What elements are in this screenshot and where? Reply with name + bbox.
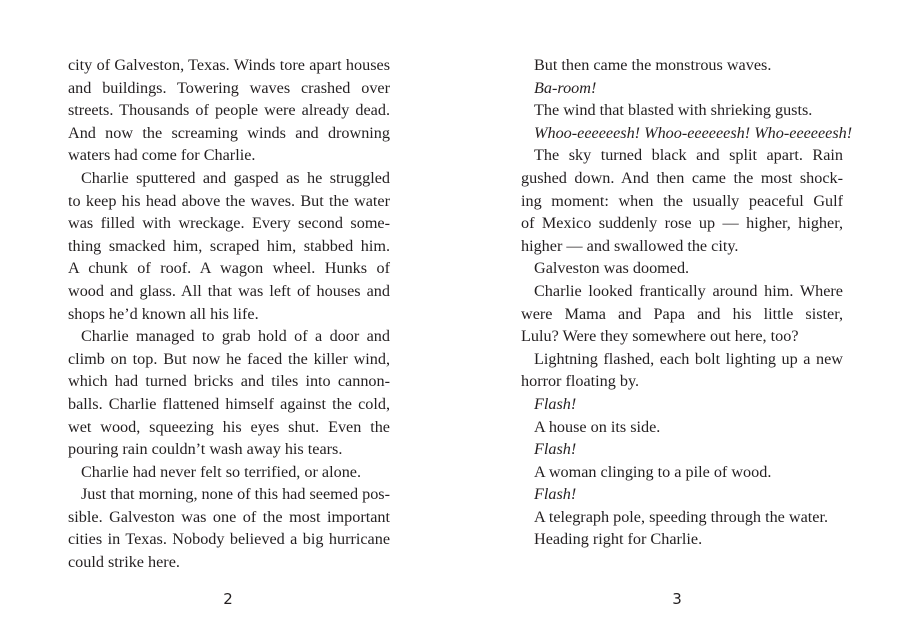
text-line: Lulu? Were they somewhere out here, too?	[521, 327, 799, 346]
text-line: was filled with wreckage. Every second some-	[68, 214, 390, 233]
text-line: wood and glass. All that was left of houses and	[68, 281, 390, 300]
text-line: higher — and swallowed the city.	[521, 236, 739, 255]
text-line: which had turned bricks and tiles into cannon-	[68, 372, 390, 391]
text-line: The sky turned black and split apart. Rain	[534, 146, 843, 165]
text-line: Flash!	[534, 440, 577, 459]
text-line: Charlie sputtered and gasped as he struggled	[81, 168, 390, 187]
text-line: Charlie managed to grab hold of a door and	[81, 327, 390, 346]
text-line: of Mexico suddenly rose up — higher, higher,	[521, 214, 843, 233]
text-line: thing smacked him, scraped him, stabbed him.	[68, 236, 390, 255]
text-line: A chunk of roof. A wagon wheel. Hunks of	[68, 259, 390, 278]
text-line: The wind that blasted with shrieking gusts.	[534, 101, 813, 120]
left-page-text	[68, 54, 390, 574]
text-line: Flash!	[534, 485, 577, 504]
text-line: Flash!	[534, 394, 577, 413]
text-line: ing moment: when the usually peaceful Gulf	[521, 191, 843, 210]
text-line: And now the screaming winds and drowning	[68, 123, 390, 142]
text-line: shops he’d known all his life.	[68, 304, 259, 323]
text-line: But then came the monstrous waves.	[534, 56, 772, 74]
text-line: Galveston was doomed.	[534, 259, 690, 278]
page-number-left: 2	[223, 590, 233, 608]
text-line: gushed down. And then came the most shock-	[521, 168, 843, 187]
page-number-right: 3	[672, 590, 682, 608]
text-line: waters had come for Charlie.	[68, 146, 256, 165]
text-line: Just that morning, none of this had seemed pos-	[81, 485, 390, 504]
text-line: Ba-room!	[534, 78, 597, 97]
text-line: A woman clinging to a pile of wood.	[534, 462, 772, 481]
text-line: Charlie looked frantically around him. Where	[534, 281, 843, 300]
text-line: city of Galveston, Texas. Winds tore apart houses	[68, 56, 390, 74]
text-line: and buildings. Towering waves crashed over	[68, 78, 390, 97]
text-line: A house on its side.	[534, 417, 661, 436]
text-line: Lightning flashed, each bolt lighting up a new	[534, 349, 843, 368]
text-line: Whoo-eeeeeesh! Whoo-eeeeeesh! Who-eeeeeesh!	[534, 123, 853, 142]
right-page	[450, 0, 900, 641]
text-line: horror floating by.	[521, 372, 640, 391]
text-line: cities in Texas. Nobody believed a big hurricane	[68, 530, 390, 549]
text-line: Charlie had never felt so terrified, or alone.	[81, 462, 362, 481]
text-line: could strike here.	[68, 553, 180, 572]
text-line: sible. Galveston was one of the most important	[68, 507, 390, 526]
text-line: were Mama and Papa and his little sister,	[521, 304, 843, 323]
text-line: wet wood, squeezing his eyes shut. Even the	[68, 417, 390, 436]
text-line: streets. Thousands of people were already dead.	[68, 101, 390, 120]
text-line: balls. Charlie flattened himself against the cold,	[68, 394, 390, 413]
text-line: pouring rain couldn’t wash away his tears.	[68, 440, 343, 459]
right-page-text	[521, 54, 853, 551]
text-line: Heading right for Charlie.	[534, 530, 703, 549]
text-line: climb on top. But now he faced the killer wind,	[68, 349, 390, 368]
text-line: A telegraph pole, speeding through the water.	[534, 507, 828, 526]
text-line: to keep his head above the waves. But the water	[68, 191, 390, 210]
